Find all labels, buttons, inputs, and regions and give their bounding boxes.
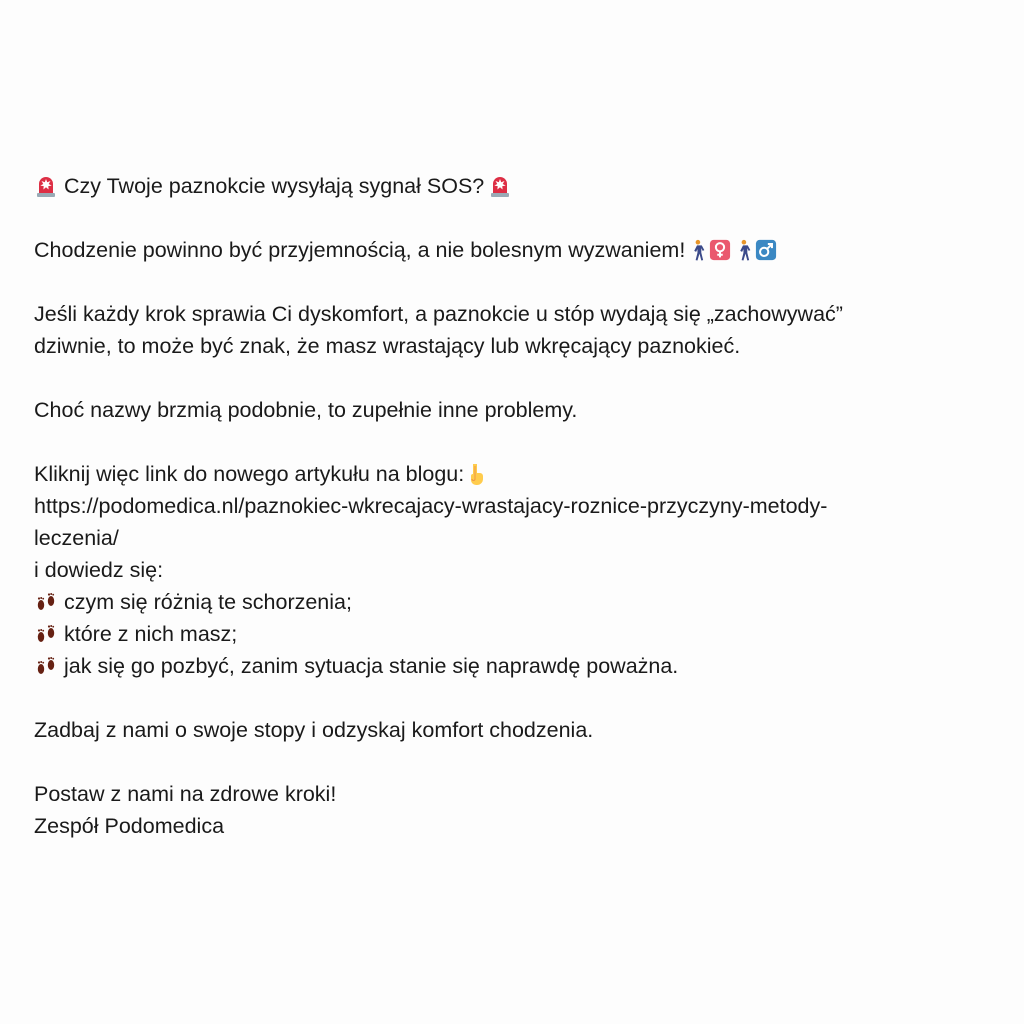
learn-intro: i dowiedz się: <box>34 558 164 582</box>
paragraph-1-line-2: dziwnie, to może być znak, że masz wrastający lub wkręcający paznokieć. <box>34 334 741 358</box>
intro-line <box>34 234 994 266</box>
list-item <box>34 650 994 682</box>
paragraph-2: Choć nazwy brzmią podobnie, to zupełnie inne problemy. <box>34 398 578 422</box>
list-item <box>34 618 994 650</box>
list-item-text: jak się go pozbyć, zanim sytuacja stanie się naprawdę poważna. <box>64 654 679 678</box>
pointing-down-icon <box>464 462 488 486</box>
post-title: Czy Twoje paznokcie wysyłają sygnał SOS? <box>64 174 485 198</box>
blog-link-line-1[interactable] <box>34 490 994 522</box>
title-line <box>34 170 994 202</box>
male-sign-icon <box>755 238 777 262</box>
police-car-light-icon <box>488 174 512 198</box>
footprints-icon <box>34 622 58 646</box>
intro-text: Chodzenie powinno być przyjemnością, a nie bolesnym wyzwaniem! <box>34 238 686 262</box>
person-walking-icon <box>732 238 754 262</box>
blog-link-line-2[interactable] <box>34 522 994 554</box>
post-body <box>34 170 994 842</box>
signature: Zespół Podomedica <box>34 814 225 838</box>
footprints-icon <box>34 654 58 678</box>
call-to-action: Zadbaj z nami o swoje stopy i odzyskaj komfort chodzenia. <box>34 718 594 742</box>
blog-link[interactable]: https://podomedica.nl/paznokiec-wkrecajacy-wrastajacy-roznice-przyczyny-metody- <box>34 494 828 518</box>
paragraph-1-line-1: Jeśli każdy krok sprawia Ci dyskomfort, a paznokcie u stóp wydają się „zachowywać” <box>34 302 843 326</box>
female-sign-icon <box>709 238 731 262</box>
list-item-text: czym się różnią te schorzenia; <box>64 590 352 614</box>
blog-link-continued[interactable]: leczenia/ <box>34 526 119 550</box>
link-intro-text: Kliknij więc link do nowego artykułu na blogu: <box>34 462 465 486</box>
footprints-icon <box>34 590 58 614</box>
person-walking-icon <box>686 238 708 262</box>
link-intro-line <box>34 458 994 490</box>
list-item <box>34 586 994 618</box>
list-item-text: które z nich masz; <box>64 622 238 646</box>
police-car-light-icon <box>34 174 58 198</box>
closing-line: Postaw z nami na zdrowe kroki! <box>34 782 337 806</box>
